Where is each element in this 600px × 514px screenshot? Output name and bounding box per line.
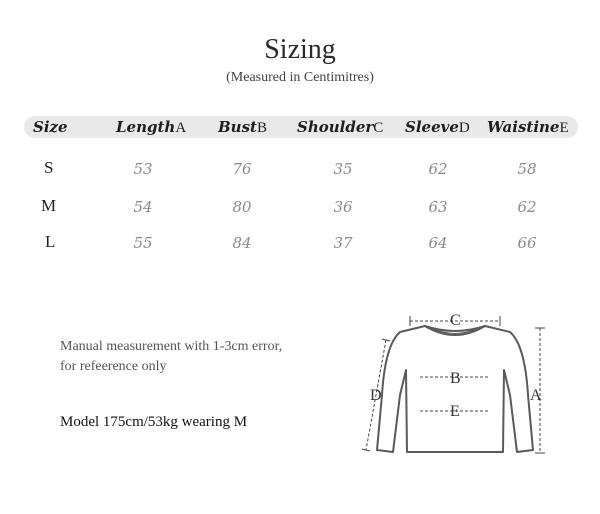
table-cell: 62 (517, 198, 537, 216)
table-cell: 66 (517, 234, 537, 252)
table-cell: 63 (428, 198, 448, 216)
row-size-label: L (45, 232, 56, 251)
table-cell: 80 (232, 198, 252, 216)
page-title: Sizing (264, 34, 336, 65)
table-cell: 62 (428, 160, 448, 178)
garment-diagram (350, 300, 570, 480)
table-cell: 64 (428, 234, 448, 252)
table-cell: 53 (133, 160, 153, 178)
page-subtitle: (Measured in Centimitres) (226, 70, 374, 85)
model-info: Model 175cm/53kg wearing M (60, 414, 248, 430)
measurement-note (60, 337, 340, 377)
header-bust: BustB (218, 118, 267, 136)
header-sleeve: SleeveD (405, 118, 470, 136)
header-shoulder: ShoulderC (297, 118, 384, 136)
note-line: for refeerence only (60, 359, 167, 374)
row-size-label: S (44, 158, 54, 177)
label-e: E (450, 403, 460, 420)
header-size: Size (33, 118, 68, 136)
label-c: C (450, 312, 461, 329)
note-line: Manual measurement with 1-3cm error, (60, 339, 283, 354)
table-cell: 84 (232, 234, 252, 252)
row-size-label: M (41, 196, 57, 215)
label-a: A (530, 387, 542, 404)
table-cell: 76 (232, 160, 252, 178)
header-length: LengthA (116, 118, 187, 136)
table-cell: 58 (517, 160, 537, 178)
table-cell: 54 (133, 198, 153, 216)
label-b: B (450, 370, 461, 387)
table-cell: 35 (333, 160, 353, 178)
label-d: D (370, 387, 382, 404)
table-cell: 36 (333, 198, 353, 216)
header-waistline: WaistineE (487, 118, 569, 136)
table-cell: 37 (333, 234, 353, 252)
table-cell: 55 (133, 234, 153, 252)
sweater-outline (377, 326, 533, 452)
